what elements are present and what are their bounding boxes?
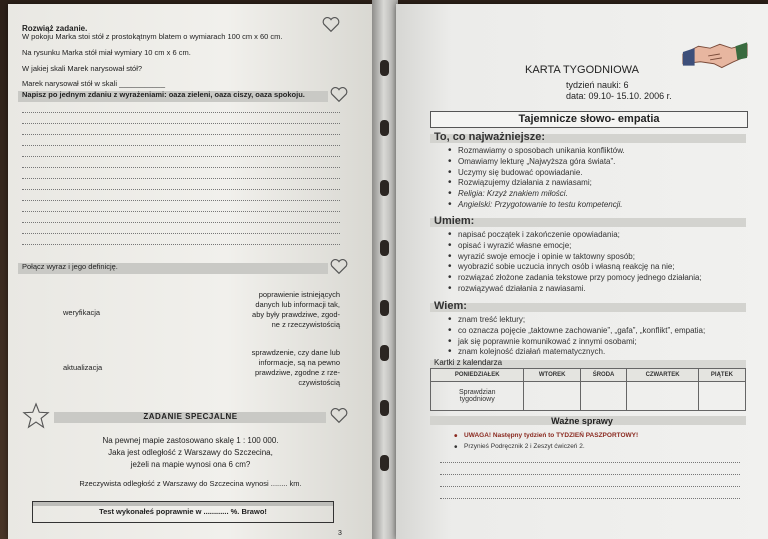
definition-line: aby były prawdziwe, zgod-: [252, 310, 340, 319]
definition-line: sprawdzenie, czy dane lub: [251, 348, 340, 357]
binder-hole: [380, 180, 389, 196]
writing-line[interactable]: [22, 244, 340, 245]
heart-icon: [330, 86, 348, 104]
section-heading: Umiem:: [434, 215, 475, 227]
binder-hole: [380, 240, 389, 256]
list-item: • Religia: Krzyż znakiem miłości.: [448, 189, 625, 200]
list-item: • Angielski: Przygotowanie to testu kompetencji.: [448, 200, 625, 211]
calendar-header: WTOREK: [524, 369, 580, 382]
heart-icon: [330, 407, 348, 425]
calendar-cell[interactable]: [627, 382, 699, 411]
writing-line[interactable]: [22, 233, 340, 234]
task1-line: W pokoju Marka stoi stół z prostokątnym blatem o wymiarach 100 cm x 60 cm.: [22, 32, 283, 41]
important-list: [454, 432, 638, 454]
definition-line: poprawienie istniejących: [258, 290, 340, 299]
word-weryfikacja[interactable]: weryfikacja: [63, 308, 101, 317]
calendar-table: [430, 368, 746, 411]
calendar-cell[interactable]: [580, 382, 626, 411]
definition-line: informacje, są na pewno: [258, 358, 340, 367]
writing-line[interactable]: [22, 178, 340, 179]
calendar-label: Kartki z kalendarza: [434, 358, 503, 367]
binder-hole: [380, 400, 389, 416]
section3-list: [448, 315, 705, 358]
calendar-cell[interactable]: Sprawdzian tygodniowy: [431, 382, 524, 411]
list-item: • wyrazić swoje emocje i opinie w taktowny sposób;: [448, 252, 702, 263]
task1-title: Rozwiąż zadanie.: [22, 24, 88, 33]
binder-hole: [380, 60, 389, 76]
task2-title: Napisz po jednym zdaniu z wyrażeniami: oaza zieleni, oaza ciszy, oaza spokoju.: [22, 90, 305, 99]
task1-line: Na rysunku Marka stół miał wymiary 10 cm x 6 cm.: [22, 48, 191, 57]
calendar-header: ŚRODA: [580, 369, 626, 382]
right-page: [396, 4, 768, 539]
task1-line: Marek narysował stół w skali ___________: [22, 79, 165, 88]
list-item: • Omawiamy lekturę „Najwyższa góra świata”.: [448, 157, 625, 168]
writing-line[interactable]: [22, 112, 340, 113]
left-page: [8, 4, 373, 539]
word-aktualizacja[interactable]: aktualizacja: [63, 363, 103, 372]
heart-icon: [322, 16, 340, 34]
heart-icon: [330, 258, 348, 276]
list-item: • napisać początek i zakończenie opowiadania;: [448, 230, 702, 241]
page-number: 3: [338, 530, 342, 537]
score-box-bar: [33, 502, 333, 506]
list-item: • rozwiązać złożone zadania tekstowe przy pomocy jednego działania;: [448, 273, 702, 284]
special-line: Jaka jest odległość z Warszawy do Szczecina,: [108, 448, 273, 457]
list-item: • UWAGA! Następny tydzień to TYDZIEŃ PASZPORTOWY!: [454, 432, 638, 443]
calendar-header: PIĄTEK: [698, 369, 745, 382]
week-number: tydzień nauki: 6: [566, 80, 629, 90]
list-item: • co oznacza pojęcie „taktowne zachowanie”, „gafa”, „konflikt”, empatia;: [448, 326, 705, 337]
list-item: • opisać i wyrazić własne emocje;: [448, 241, 702, 252]
special-line: jeżeli na mapie wynosi ona 6 cm?: [130, 460, 251, 469]
binder-hole: [380, 455, 389, 471]
definition-2[interactable]: [204, 348, 340, 388]
list-item: • wyobrazić sobie uczucia innych osób i własną reakcję na nie;: [448, 262, 702, 273]
page-title: KARTA TYGODNIOWA: [525, 64, 639, 76]
special-task-title: ZADANIE SPECJALNE: [143, 412, 238, 421]
writing-line[interactable]: [22, 134, 340, 135]
list-item: • rozwiązywać działania z nawiasami.: [448, 284, 702, 295]
word-banner: [430, 111, 748, 128]
binder-hole: [380, 345, 389, 361]
writing-line[interactable]: [22, 200, 340, 201]
list-item: • Rozmawiamy o sposobach unikania konfliktów.: [448, 146, 625, 157]
notes-line[interactable]: [440, 462, 740, 463]
definition-line: czywistością: [298, 378, 340, 387]
section2-list: [448, 230, 702, 295]
notes-line[interactable]: [440, 486, 740, 487]
task3-title: Połącz wyraz i jego definicję.: [22, 262, 118, 271]
score-text: Test wykonałeś poprawnie w ............ %. Brawo!: [99, 507, 267, 516]
list-item: • Uczymy się budować opowiadanie.: [448, 168, 625, 179]
binder-hole: [380, 300, 389, 316]
definition-line: ne z rzeczywistością: [271, 320, 340, 329]
definition-line: danych lub informacji tak,: [255, 300, 340, 309]
writing-line[interactable]: [22, 167, 340, 168]
important-heading: Ważne sprawy: [551, 416, 613, 426]
list-item: • znam treść lektury;: [448, 315, 705, 326]
special-answer[interactable]: Rzeczywista odległość z Warszawy do Szczecina wynosi ........ km.: [79, 479, 302, 488]
section1-list: [448, 146, 625, 211]
list-item: • znam kolejność działań matematycznych.: [448, 347, 705, 358]
calendar-header: CZWARTEK: [627, 369, 699, 382]
banner-text: Tajemnicze słowo- empatia: [518, 113, 660, 125]
section-bar: [430, 303, 746, 312]
writing-line[interactable]: [22, 211, 340, 212]
definition-1[interactable]: [204, 290, 340, 330]
section-bar: [430, 218, 746, 227]
list-item: • Rozwiązujemy działania z nawiasami;: [448, 178, 625, 189]
writing-line[interactable]: [22, 222, 340, 223]
list-item: • jak się poprawnie komunikować z innymi osobami;: [448, 337, 705, 348]
list-item: • Przynieś Podręcznik 2 i Zeszyt ćwiczeń 2.: [454, 443, 638, 454]
date-range: data: 09.10- 15.10. 2006 r.: [566, 91, 672, 101]
writing-line[interactable]: [22, 189, 340, 190]
section-heading: To, co najważniejsze:: [434, 131, 546, 143]
calendar-cell[interactable]: [524, 382, 580, 411]
notes-line[interactable]: [440, 474, 740, 475]
binder-hole: [380, 120, 389, 136]
writing-line[interactable]: [22, 123, 340, 124]
score-box: [32, 501, 334, 523]
writing-line[interactable]: [22, 145, 340, 146]
section-heading: Wiem:: [434, 300, 467, 312]
notes-line[interactable]: [440, 498, 740, 499]
calendar-header: PONIEDZIAŁEK: [431, 369, 524, 382]
definition-line: prawdziwe, zgodne z rze-: [254, 368, 340, 377]
calendar-cell[interactable]: [698, 382, 745, 411]
writing-line[interactable]: [22, 156, 340, 157]
task1-line: W jakiej skali Marek narysował stół?: [22, 64, 143, 73]
special-line: Na pewnej mapie zastosowano skalę 1 : 100 000.: [102, 436, 279, 445]
